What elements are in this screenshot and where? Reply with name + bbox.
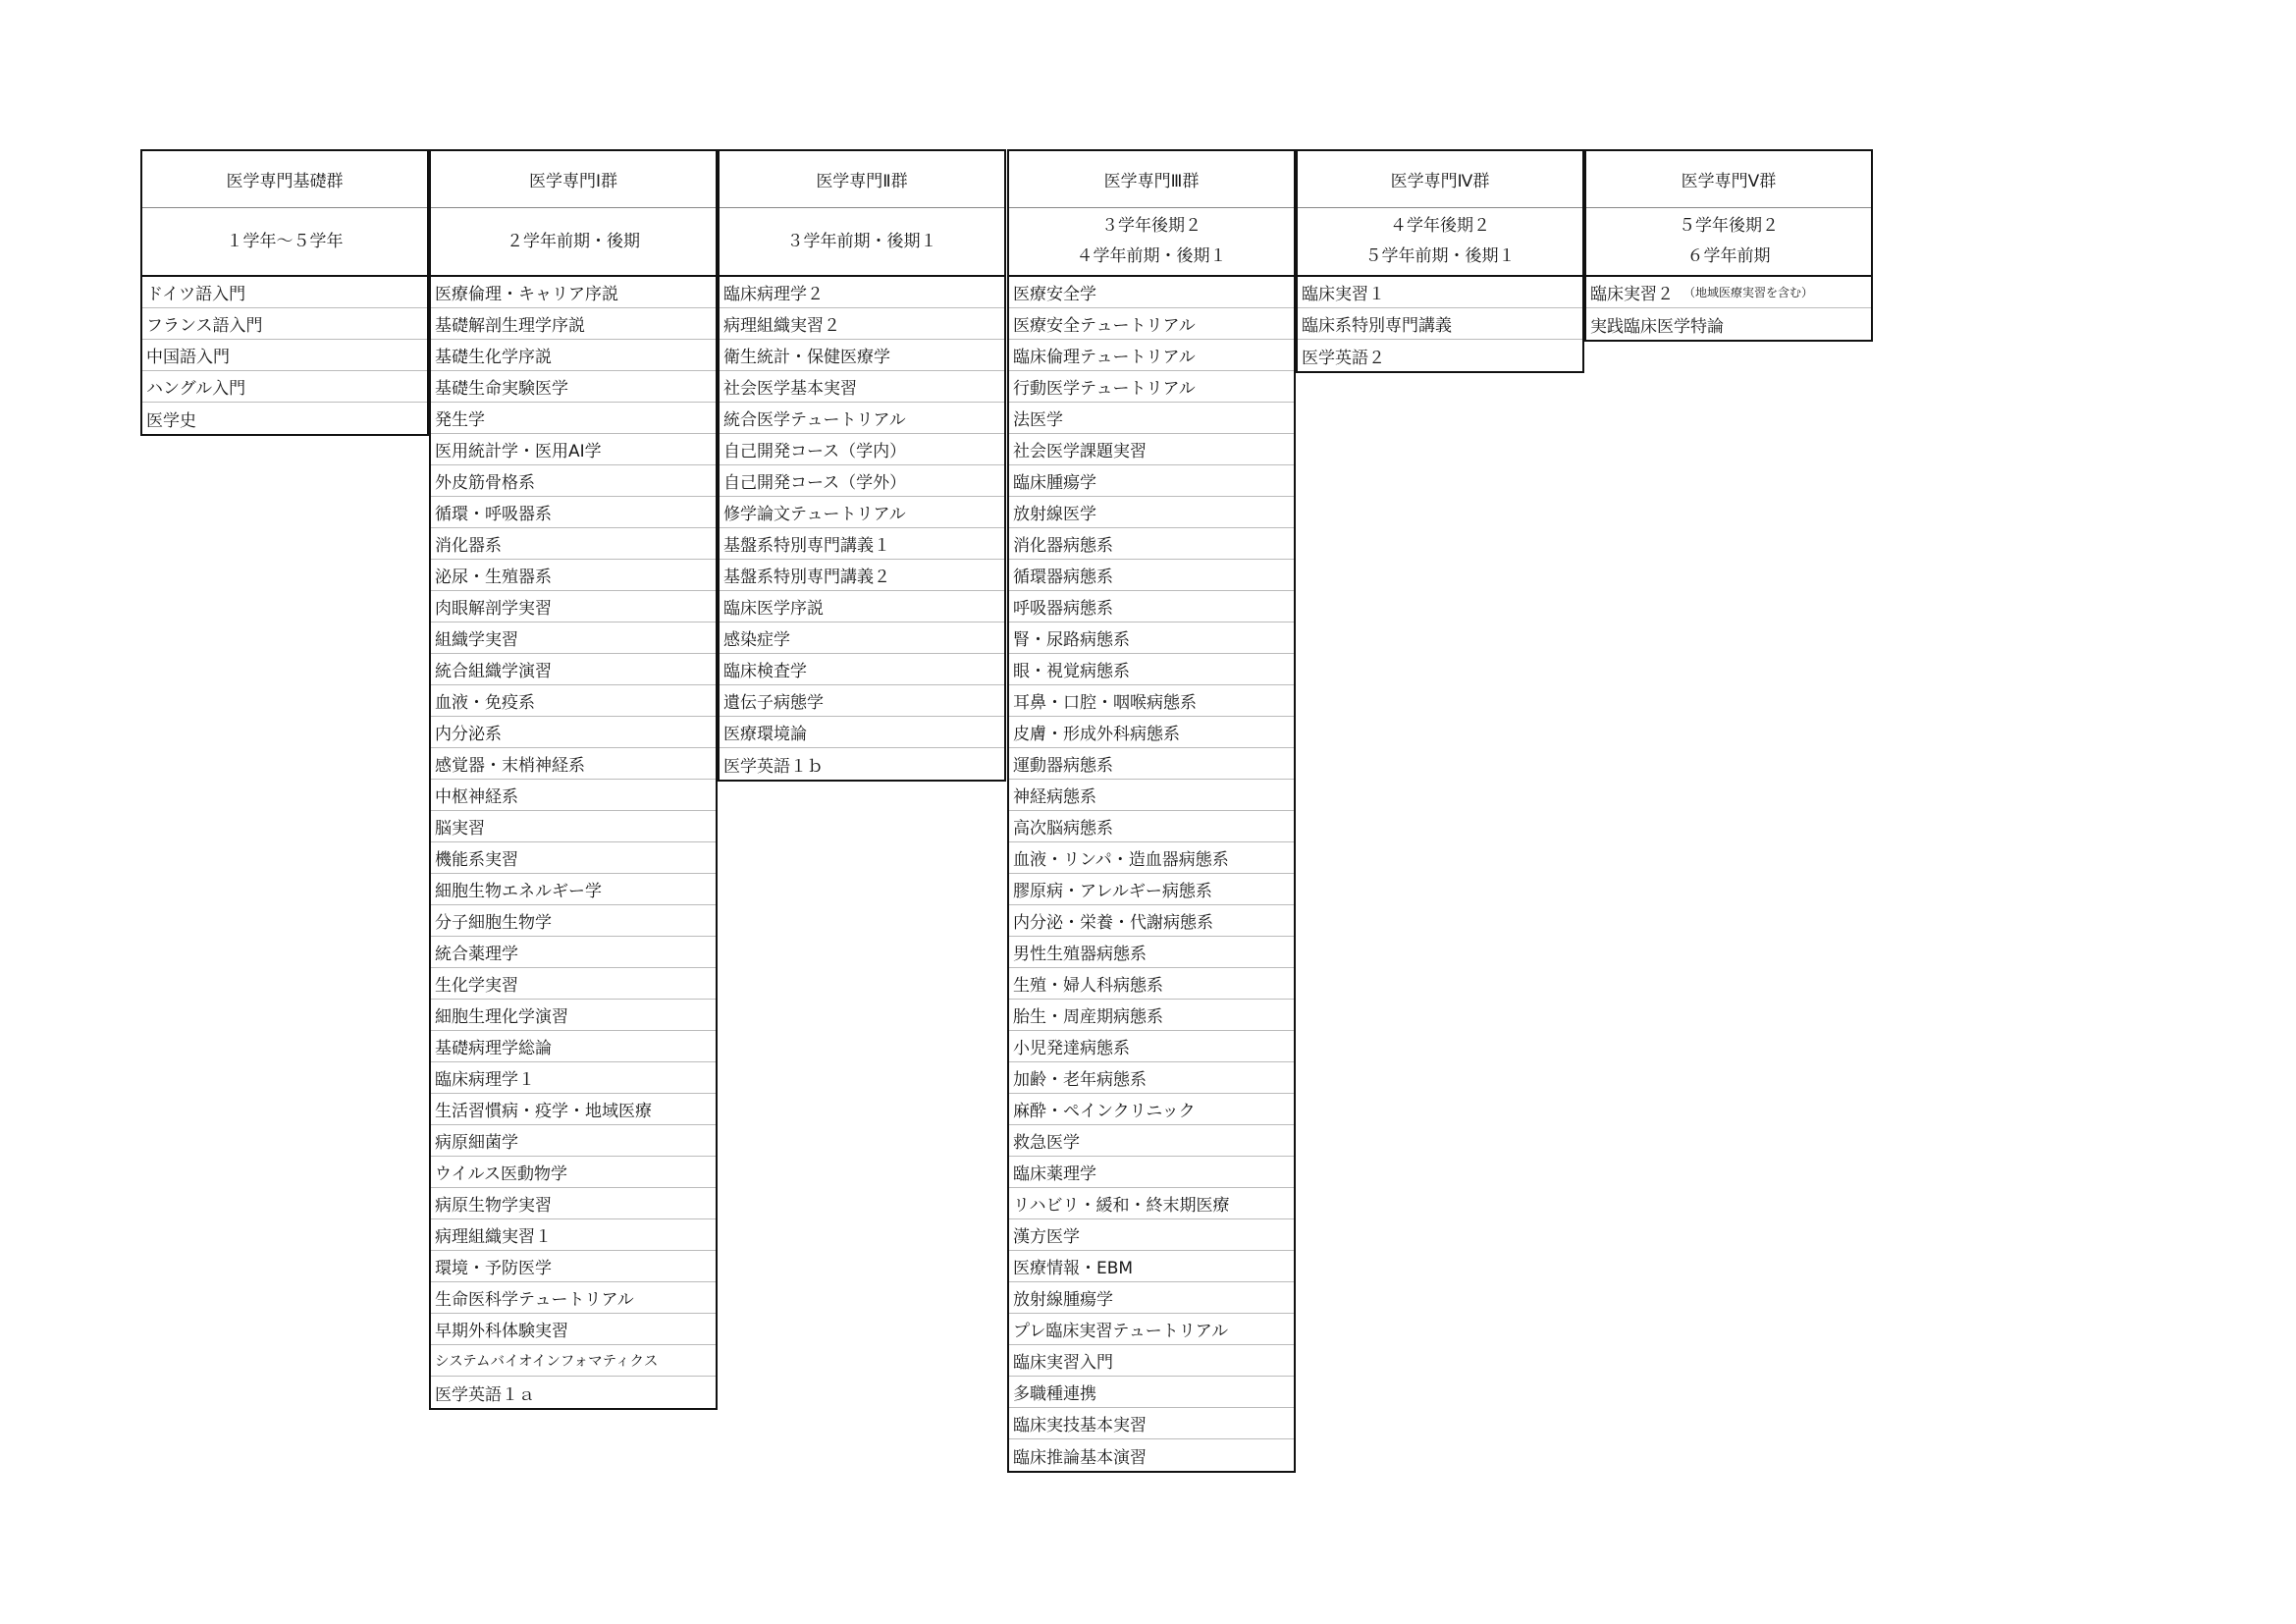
course-item	[1009, 874, 1294, 905]
group-title: 医学専門Ⅳ群	[1298, 151, 1582, 208]
course-name: 循環・呼吸器系	[435, 505, 552, 524]
course-name: 脳実習	[435, 819, 485, 839]
course-name: 医療倫理・キャリア序説	[435, 285, 618, 304]
course-group-column	[140, 149, 429, 436]
course-name: 麻酔・ペインクリニック	[1013, 1102, 1196, 1121]
course-item	[431, 811, 716, 842]
course-name: 基盤系特別専門講義２	[723, 568, 890, 587]
course-item	[1009, 434, 1294, 465]
course-item	[431, 1094, 716, 1125]
course-item	[1009, 905, 1294, 937]
course-item	[1586, 277, 1871, 308]
course-name: 臨床実習２	[1590, 285, 1674, 304]
course-item	[720, 623, 1004, 654]
course-name: 医学英語２	[1302, 348, 1385, 368]
course-item	[720, 717, 1004, 748]
period-line: ５学年前期・後期１	[1364, 246, 1516, 266]
course-name: 遺伝子病態学	[723, 693, 824, 713]
course-item	[720, 497, 1004, 528]
course-name: 循環器病態系	[1013, 568, 1113, 587]
course-item	[1009, 1031, 1294, 1062]
course-item	[720, 465, 1004, 497]
course-note: （地域医療実習を含む）	[1683, 286, 1814, 299]
course-name: 病原生物学実習	[435, 1196, 552, 1216]
course-item	[1009, 654, 1294, 685]
course-item	[1009, 811, 1294, 842]
course-item	[1009, 1157, 1294, 1188]
course-name: 腎・尿路病態系	[1013, 630, 1130, 650]
course-name: 機能系実習	[435, 850, 518, 870]
course-name: 臨床医学序説	[723, 599, 824, 619]
course-name: フランス語入門	[146, 316, 263, 336]
course-item	[1586, 308, 1871, 340]
course-item	[1009, 748, 1294, 780]
course-item	[1009, 1000, 1294, 1031]
course-name: 血液・免疫系	[435, 693, 535, 713]
course-group-column	[1584, 149, 1873, 342]
course-name: 医療安全学	[1013, 285, 1096, 304]
course-item	[1009, 560, 1294, 591]
course-name: 基礎生命実験医学	[435, 379, 568, 399]
course-item	[431, 1031, 716, 1062]
period-line: ６学年前期	[1686, 246, 1771, 266]
course-item	[1009, 1094, 1294, 1125]
course-group-column	[1296, 149, 1584, 373]
course-item	[142, 371, 427, 403]
course-name: 消化器系	[435, 536, 502, 556]
course-item	[1009, 1408, 1294, 1439]
course-item	[1009, 403, 1294, 434]
course-item	[431, 623, 716, 654]
course-name: 病理組織実習２	[723, 316, 840, 336]
course-name: 高次脳病態系	[1013, 819, 1113, 839]
course-item	[1009, 277, 1294, 308]
course-item	[1009, 1282, 1294, 1314]
course-item	[431, 1377, 716, 1408]
course-name: 消化器病態系	[1013, 536, 1113, 556]
course-name: 感染症学	[723, 630, 790, 650]
group-period	[1586, 208, 1871, 275]
course-name: 病原細菌学	[435, 1133, 518, 1153]
course-item	[1009, 1125, 1294, 1157]
course-name: 加齢・老年病態系	[1013, 1070, 1147, 1090]
course-name: 生命医科学テュートリアル	[435, 1290, 634, 1310]
course-item	[1009, 497, 1294, 528]
course-name: 医学英語１ａ	[435, 1384, 535, 1405]
course-name: 法医学	[1013, 410, 1063, 430]
course-item	[431, 1219, 716, 1251]
course-item	[720, 308, 1004, 340]
group-period	[1009, 208, 1294, 275]
period-line: ３学年後期２	[1101, 216, 1201, 236]
course-item	[431, 497, 716, 528]
course-item	[720, 434, 1004, 465]
course-name: 臨床推論基本演習	[1013, 1447, 1147, 1468]
course-item	[431, 905, 716, 937]
course-name: 自己開発コース（学外）	[723, 473, 907, 493]
course-item	[431, 874, 716, 905]
course-name: 早期外科体験実習	[435, 1322, 568, 1341]
course-name: 感覚器・末梢神経系	[435, 756, 585, 776]
course-list	[429, 277, 718, 1410]
course-name: 組織学実習	[435, 630, 518, 650]
course-item	[431, 1188, 716, 1219]
course-item	[1009, 1377, 1294, 1408]
course-name: 分子細胞生物学	[435, 913, 552, 933]
course-name: 修学論文テュートリアル	[723, 505, 906, 524]
course-name: 臨床病理学１	[435, 1070, 535, 1090]
course-name: 医用統計学・医用AI学	[435, 442, 602, 461]
course-name: 胎生・周産期病態系	[1013, 1007, 1163, 1027]
course-name: 神経病態系	[1013, 787, 1096, 807]
course-item	[1009, 340, 1294, 371]
course-name: 医療情報・EBM	[1013, 1259, 1134, 1278]
course-name: 生化学実習	[435, 976, 518, 996]
course-item	[1009, 591, 1294, 623]
course-name: 細胞生物エネルギー学	[435, 882, 602, 901]
course-name: ウイルス医動物学	[435, 1164, 567, 1184]
column-header	[1584, 149, 1873, 277]
course-name: 医療環境論	[723, 725, 807, 744]
course-name: 運動器病態系	[1013, 756, 1113, 776]
course-name: 救急医学	[1013, 1133, 1080, 1153]
course-item	[1009, 968, 1294, 1000]
period-line: ５学年後期２	[1679, 216, 1779, 236]
course-item	[1298, 340, 1582, 371]
course-name: 内分泌・栄養・代謝病態系	[1013, 913, 1213, 933]
course-name: 泌尿・生殖器系	[435, 568, 552, 587]
column-header	[718, 149, 1006, 277]
course-item	[142, 403, 427, 434]
course-name: 基礎解剖生理学序説	[435, 316, 585, 336]
course-item	[431, 1062, 716, 1094]
course-item	[431, 434, 716, 465]
group-title: 医学専門Ⅱ群	[720, 151, 1004, 208]
course-name: 統合薬理学	[435, 945, 518, 964]
course-name: ハングル入門	[146, 379, 246, 399]
course-name: 医学英語１ｂ	[723, 756, 824, 777]
course-name: 肉眼解剖学実習	[435, 599, 552, 619]
course-item	[1009, 1188, 1294, 1219]
course-item	[1298, 308, 1582, 340]
course-name: 放射線医学	[1013, 505, 1096, 524]
course-item	[431, 371, 716, 403]
course-item	[431, 937, 716, 968]
group-title: 医学専門Ⅲ群	[1009, 151, 1294, 208]
course-item	[720, 591, 1004, 623]
course-item	[142, 340, 427, 371]
course-item	[431, 308, 716, 340]
course-name: 臨床実習１	[1302, 285, 1385, 304]
column-header	[1007, 149, 1296, 277]
course-name: 眼・視覚病態系	[1013, 662, 1130, 681]
course-group-column	[1007, 149, 1296, 1473]
course-item	[1009, 1345, 1294, 1377]
group-period	[720, 208, 1004, 275]
course-item	[720, 371, 1004, 403]
period-line: １学年～５学年	[226, 231, 344, 251]
course-name: 医学史	[146, 410, 196, 431]
course-list	[718, 277, 1006, 782]
course-name: 発生学	[435, 410, 485, 430]
course-item	[1009, 1062, 1294, 1094]
course-item	[720, 654, 1004, 685]
course-name: 統合医学テュートリアル	[723, 410, 906, 430]
course-item	[431, 1157, 716, 1188]
course-item	[142, 308, 427, 340]
column-header	[140, 149, 429, 277]
course-item	[431, 403, 716, 434]
course-item	[431, 1345, 716, 1377]
group-title: 医学専門Ⅴ群	[1586, 151, 1871, 208]
course-item	[431, 968, 716, 1000]
course-name: 皮膚・形成外科病態系	[1013, 725, 1180, 744]
group-title: 医学専門基礎群	[142, 151, 427, 208]
course-name: 中国語入門	[146, 348, 230, 367]
course-name: 環境・予防医学	[435, 1259, 552, 1278]
course-name: 血液・リンパ・造血器病態系	[1013, 850, 1229, 870]
course-item	[431, 654, 716, 685]
course-item	[720, 748, 1004, 780]
group-period	[142, 208, 427, 275]
course-name: 細胞生理化学演習	[435, 1007, 568, 1027]
course-item	[142, 277, 427, 308]
course-item	[431, 1282, 716, 1314]
course-name: 統合組織学演習	[435, 662, 552, 681]
course-name: 臨床薬理学	[1013, 1164, 1096, 1184]
course-item	[431, 1314, 716, 1345]
course-item	[1009, 1439, 1294, 1471]
course-item	[431, 748, 716, 780]
course-item	[431, 528, 716, 560]
course-item	[1298, 277, 1582, 308]
course-name: 自己開発コース（学内）	[723, 442, 907, 461]
column-header	[429, 149, 718, 277]
course-item	[431, 1000, 716, 1031]
course-item	[1009, 1251, 1294, 1282]
course-item	[1009, 1314, 1294, 1345]
course-name: 臨床系特別専門講義	[1302, 316, 1452, 336]
column-header	[1296, 149, 1584, 277]
course-item	[431, 685, 716, 717]
course-name: 基礎病理学総論	[435, 1039, 552, 1058]
course-item	[1009, 623, 1294, 654]
course-name: 漢方医学	[1013, 1227, 1080, 1247]
course-item	[431, 1251, 716, 1282]
course-name: システムバイオインフォマティクス	[435, 1354, 659, 1370]
course-item	[1009, 685, 1294, 717]
period-line: ４学年前期・後期１	[1076, 246, 1227, 266]
course-group-column	[429, 149, 718, 1410]
course-name: 社会医学基本実習	[723, 379, 857, 399]
course-name: ドイツ語入門	[146, 285, 246, 304]
course-item	[1009, 1219, 1294, 1251]
course-name: 男性生殖器病態系	[1013, 945, 1147, 964]
course-list	[1007, 277, 1296, 1473]
course-item	[720, 528, 1004, 560]
group-period	[1298, 208, 1582, 275]
course-item	[1009, 528, 1294, 560]
course-name: 外皮筋骨格系	[435, 473, 535, 493]
course-item	[720, 403, 1004, 434]
course-name: 実践臨床医学特論	[1590, 316, 1724, 337]
course-item	[431, 717, 716, 748]
course-name: 社会医学課題実習	[1013, 442, 1147, 461]
course-group-column	[718, 149, 1006, 782]
course-name: 多職種連携	[1013, 1384, 1096, 1404]
course-item	[1009, 465, 1294, 497]
course-item	[1009, 842, 1294, 874]
course-list	[1296, 277, 1584, 373]
course-name: 臨床検査学	[723, 662, 807, 681]
course-item	[431, 591, 716, 623]
course-item	[720, 277, 1004, 308]
course-name: 基盤系特別専門講義１	[723, 536, 890, 556]
course-name: 放射線腫瘍学	[1013, 1290, 1113, 1310]
course-name: リハビリ・緩和・終末期医療	[1013, 1196, 1230, 1216]
course-item	[431, 1125, 716, 1157]
course-item	[1009, 717, 1294, 748]
course-name: 内分泌系	[435, 725, 502, 744]
course-name: 臨床腫瘍学	[1013, 473, 1096, 493]
course-list	[140, 277, 429, 436]
course-item	[431, 340, 716, 371]
course-name: 衛生統計・保健医療学	[723, 348, 890, 367]
course-item	[431, 780, 716, 811]
course-name: 基礎生化学序説	[435, 348, 552, 367]
course-item	[1009, 308, 1294, 340]
course-name: 病理組織実習１	[435, 1227, 552, 1247]
course-name: 中枢神経系	[435, 787, 518, 807]
course-item	[720, 685, 1004, 717]
course-name: 臨床倫理テュートリアル	[1013, 348, 1196, 367]
course-item	[431, 560, 716, 591]
course-name: 小児発達病態系	[1013, 1039, 1130, 1058]
course-name: 呼吸器病態系	[1013, 599, 1113, 619]
course-item	[431, 465, 716, 497]
course-item	[431, 842, 716, 874]
course-name: 膠原病・アレルギー病態系	[1013, 882, 1212, 901]
course-name: 医療安全テュートリアル	[1013, 316, 1196, 336]
course-item	[1009, 937, 1294, 968]
course-name: 臨床病理学２	[723, 285, 824, 304]
period-line: ４学年後期２	[1390, 216, 1490, 236]
course-name: 行動医学テュートリアル	[1013, 379, 1196, 399]
course-list	[1584, 277, 1873, 342]
course-item	[720, 560, 1004, 591]
group-title: 医学専門Ⅰ群	[431, 151, 716, 208]
course-name: 臨床実技基本実習	[1013, 1416, 1147, 1435]
course-name: プレ臨床実習テュートリアル	[1013, 1322, 1229, 1341]
course-name: 生活習慣病・疫学・地域医療	[435, 1102, 652, 1121]
course-name: 生殖・婦人科病態系	[1013, 976, 1163, 996]
course-name: 耳鼻・口腔・咽喉病態系	[1013, 693, 1197, 713]
period-line: ２学年前期・後期	[507, 231, 640, 251]
course-item	[431, 277, 716, 308]
course-name: 臨床実習入門	[1013, 1353, 1113, 1373]
group-period	[431, 208, 716, 275]
course-item	[1009, 371, 1294, 403]
course-item	[1009, 780, 1294, 811]
period-line: ３学年前期・後期１	[786, 231, 937, 251]
course-item	[720, 340, 1004, 371]
